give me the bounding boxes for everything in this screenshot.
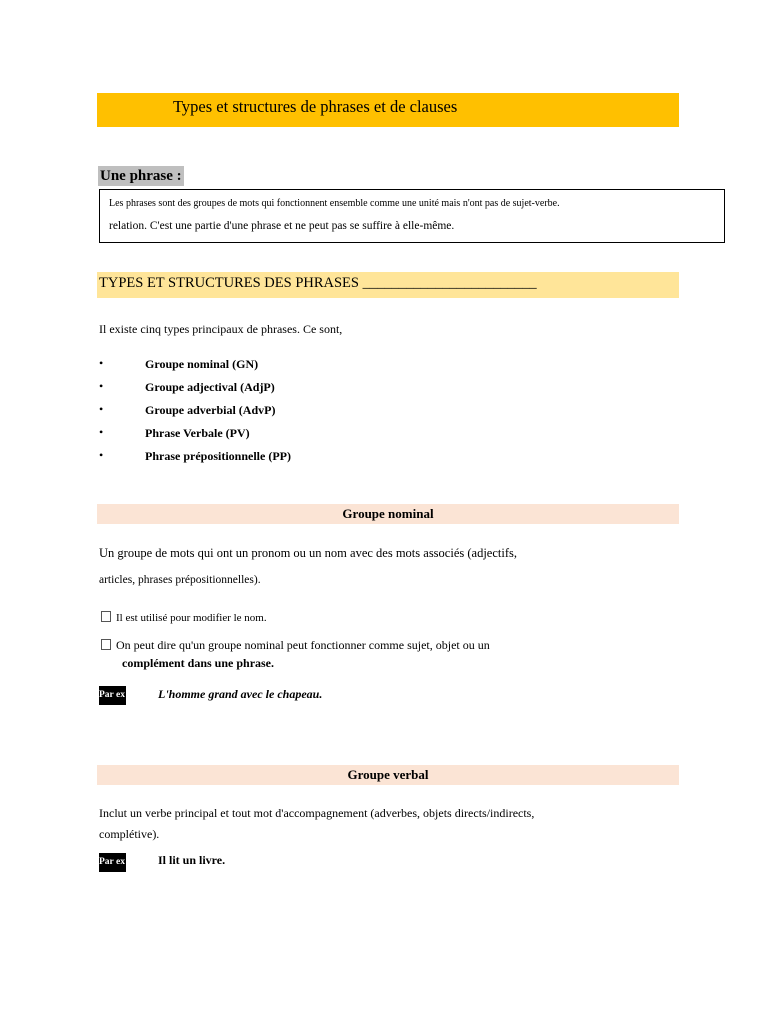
example-label: Par ex: [99, 686, 126, 705]
bullet-icon: •: [99, 448, 104, 462]
list-item: Phrase prépositionnelle (PP): [145, 449, 291, 463]
list-item: Groupe adverbial (AdvP): [145, 403, 276, 417]
nominal-example: L'homme grand avec le chapeau.: [158, 687, 323, 701]
nominal-heading: Groupe nominal: [97, 504, 679, 524]
verbal-desc-line-1: Inclut un verbe principal et tout mot d'accompagnement (adverbes, objets directs/indirects,: [99, 806, 535, 820]
nominal-desc-line-2: articles, phrases prépositionnelles).: [99, 574, 261, 586]
definition-box: [99, 189, 725, 243]
title-banner: [97, 93, 679, 127]
verbal-example: Il lit un livre.: [158, 853, 226, 867]
bullet-icon: •: [99, 379, 104, 393]
intro-text: Il existe cinq types principaux de phrases. Ce sont,: [99, 322, 343, 336]
types-heading-banner: [97, 272, 679, 298]
example-label: Par ex: [99, 853, 126, 872]
nominal-desc-line-1: Un groupe de mots qui ont un pronom ou un nom avec des mots associés (adjectifs,: [99, 546, 517, 560]
checkbox-icon: [101, 611, 111, 622]
verbal-desc-line-2: complétive).: [99, 827, 160, 841]
phrase-heading: Une phrase :: [100, 168, 182, 184]
bullet-icon: •: [99, 402, 104, 416]
nominal-point-2-cont: complément dans une phrase.: [122, 656, 275, 670]
bullet-icon: •: [99, 425, 104, 439]
list-item: Groupe adjectival (AdjP): [145, 380, 275, 394]
bullet-icon: •: [99, 356, 104, 370]
definition-line-1: Les phrases sont des groupes de mots qui fonctionnent ensemble comme une unité mais n'ont pas de sujet-verbe.: [109, 198, 560, 209]
nominal-point-1: Il est utilisé pour modifier le nom.: [101, 611, 267, 624]
list-item: Groupe nominal (GN): [145, 357, 259, 371]
definition-line-2: relation. C'est une partie d'une phrase et ne peut pas se suffire à elle-même.: [109, 220, 455, 232]
nominal-point-2: On peut dire qu'un groupe nominal peut fonctionner comme sujet, objet ou un: [101, 638, 490, 653]
document-title: Types et structures de phrases et de clauses: [173, 97, 458, 116]
types-heading: TYPES ET STRUCTURES DES PHRASES ________________________: [99, 275, 537, 291]
verbal-heading: Groupe verbal: [97, 765, 679, 785]
checkbox-icon: [101, 639, 111, 650]
list-item: Phrase Verbale (PV): [145, 426, 250, 440]
